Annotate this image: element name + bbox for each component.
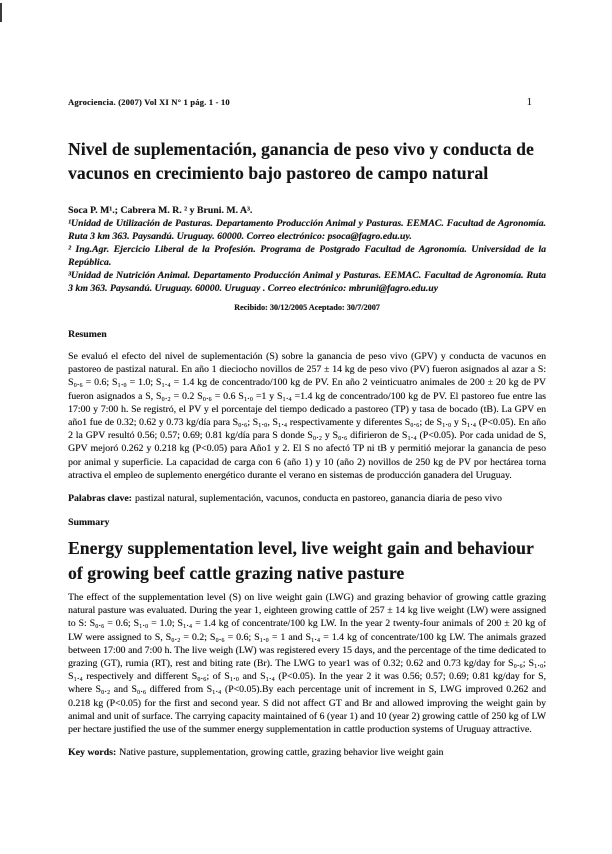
authors-line: Soca P. M¹.; Cabrera M. R. ² y Bruni. M. A³. <box>68 205 253 216</box>
key-words-text: Native pasture, supplementation, growing cattle, grazing behavior live weight gain <box>119 747 444 759</box>
key-words-line <box>68 746 546 759</box>
key-words-label: Key words: <box>68 747 117 759</box>
scan-artifact <box>0 3 2 22</box>
journal-citation: Agrociencia. (2007) Vol XI N° 1 pág. 1 - 10 <box>68 97 230 107</box>
palabras-clave-label: Palabras clave: <box>68 493 132 505</box>
article-title-spanish: Nivel de suplementación, ganancia de peso vivo y conducta de vacunos en crecimiento bajo pastoreo de campo natural <box>68 139 534 183</box>
affiliation-1: ¹Unidad de Utilización de Pasturas. Departamento Producción Animal y Pasturas. EEMAC. Facultad de Agronomía. Ruta 3 km 363. Paysandú. Uruguay. 60000. Correo electrónico: psoca@fagro.edu.uy. <box>68 218 546 242</box>
page-number: 1 <box>526 97 532 108</box>
received-accepted-line: Recibido: 30/12/2005 Aceptado: 30/7/2007 <box>234 303 380 312</box>
page-header <box>68 97 546 108</box>
affiliation-3: ³Unidad de Nutrición Animal. Departamento Producción Animal y Pasturas. EEMAC. Facultad de Agronomía. Ruta 3 km 363. Paysandú. Uruguay. 60000. Uruguay . Correo electrónico: mbruni@fagro.edu.uy <box>68 270 546 294</box>
article-title-english: Energy supplementation level, live weight gain and behaviour of growing beef cattle grazing native pasture <box>68 538 534 584</box>
palabras-clave-text: pastizal natural, suplementación, vacunos, conducta en pastoreo, ganancia diaria de peso vivo <box>134 493 502 505</box>
resumen-text: Se evaluó el efecto del nivel de suplementación (S) sobre la ganancia de peso vivo (GPV) y conducta de vacunos en pastoreo de pastizal natural. En año 1 dieciocho novillos de 257 ± 14 kg de peso vivo (PV) fueron asignados al azar a S: S₀.₆ = 0.6; S₁.₀ = 1.0; S₁.₄ = 1.4 kg de concentrado/100 kg de PV. En año 2 veinticuatro animales de 200 ± 20 kg de PV fueron asignados a S, S₀.₂ = 0.2 S₀.₆ = 0.6 S₁.₀ =1 y S₁.₄ =1.4 kg de concentrado/100 kg de PV. El pastoreo fue entre las 17:00 y 7:00 h. Se registró, el PV y el porcentaje del tiempo dedicado a pastoreo (TP) y tasa de bocado (tB). La GPV en año1 fue de 0.32; 0.62 y 0.73 kg/día para S₀.₆; S₁.₀, S₁.₄ respectivamente y diferentes S₀.₆; de S₁.₀ y S₁.₄ (P<0.05). En año 2 la GPV resultó 0.56; 0.57; 0.69; 0.81 kg/día para S donde S₀.₂ y S₀.₆ difirieron de S₁.₄ (P<0.05). Por cada unidad de S, GPV mejoró 0.262 y 0.218 kg (P<0.05) para Año1 y 2. El S no afectó TP ni tB y permitió mejorar la ganancia de peso por animal y superficie. La capacidad de carga con 6 (año 1) y 10 (año 2) novillos de 250 kg de PV por hectárea torna atractiva el empleo de suplemento energético durante el verano en sistemas de producción ganadera del Uruguay. <box>68 351 546 481</box>
palabras-clave-line <box>68 492 546 505</box>
summary-heading: Summary <box>68 517 110 529</box>
affiliation-2: ² Ing.Agr. Ejercicio Liberal de la Profesión. Programa de Postgrado Facultad de Agronomía. Universidad de la República. <box>68 244 546 268</box>
summary-text: The effect of the supplementation level (S) on live weight gain (LWG) and grazing behavior of growing cattle grazing natural pasture was evaluated. During the year 1, eighteen growing cattle of 257 ± 14 kg live weight (LW) were assigned to S: S₀.₆ = 0.6; S₁.₀ = 1.0; S₁.₄ = 1.4 kg of concentrate/100 kg LW. In the year 2 twenty-four animals of 200 ± 20 kg of LW were assigned to S, S₀.₂ = 0.2; S₀.₆ = 0.6; S₁.₀ = 1 and S₁.₄ = 1.4 kg of concentrate/100 kg LW. The animals grazed between 17:00 and 7:00 h. The live weigh (LW) was registered every 15 days, and the percentage of the time dedicated to grazing (GT), rumia (RT), rest and biting rate (Br). The LWG to year1 was of 0.32; 0.62 and 0.73 kg/day for S₀.₆; S₁.₀; S₁.₄ respectively and different S₀.₆; of S₁.₀ and S₁.₄ (P<0.05). In the year 2 it was 0.56; 0.57; 0.69; 0.81 kg/day for S, where S₀.₂ and S₀.₆ differed from S₁.₄ (P<0.05).By each percentage unit of increment in S, LWG improved 0.262 and 0.218 kg (P<0.05) for the first and second year. S did not affect GT and Br and allowed improving the weight gain by animal and unit of surface. The carrying capacity maintained of 6 (year 1) and 10 (year 2) growing cattle of 250 kg of LW per hectare justified the use of the summer energy supplementation in cattle production systems of Uruguay attractive. <box>68 592 546 736</box>
resumen-heading: Resumen <box>68 329 107 340</box>
